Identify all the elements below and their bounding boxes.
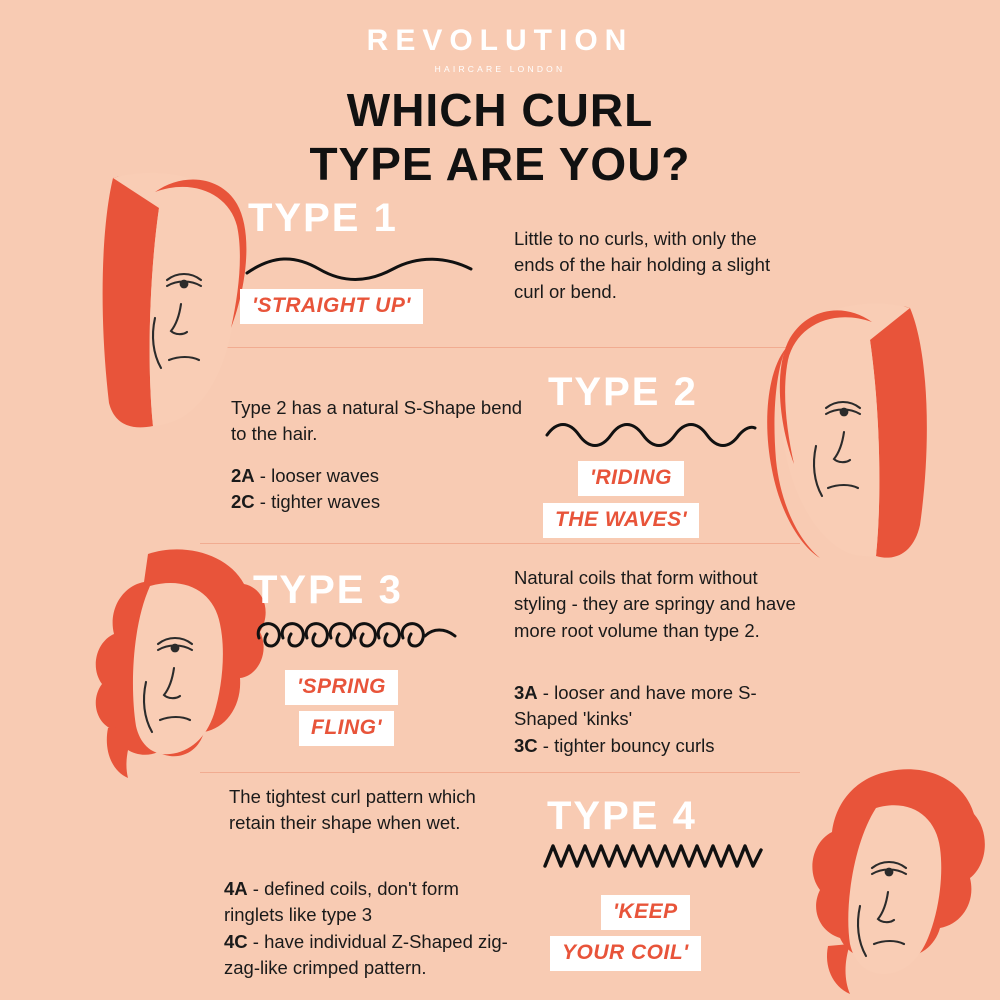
type-2-detail-text: - tighter waves: [254, 491, 381, 513]
brand-header: [0, 26, 1000, 74]
brand-name: REVOLUTION: [366, 24, 634, 57]
type-3-tag-line2: FLING': [299, 711, 394, 746]
type-4-detail-text: - have individual Z-Shaped zig-zag-like crimped pattern.: [224, 930, 508, 978]
type-3-description: Natural coils that form without styling - they are springy and have more root volume than type 2.: [514, 567, 796, 641]
divider: [200, 543, 800, 544]
type-4-tag-line1: 'KEEP: [601, 895, 690, 930]
page-title-line1: WHICH CURL: [346, 84, 654, 136]
woman-wavy-hair-illustration: [760, 300, 935, 570]
divider: [200, 347, 800, 348]
woman-coily-hair-illustration: [800, 768, 990, 1000]
type-4-detail-text: - defined coils, don't form ringlets like type 3: [224, 878, 459, 926]
type-2-detail-code: 2A: [231, 465, 255, 486]
type-1-heading: TYPE 1: [248, 196, 398, 240]
type-4-heading: TYPE 4: [547, 794, 697, 838]
type-2-detail-row: [231, 489, 531, 515]
type-2-detail-row: [231, 463, 531, 489]
type-3-detail-row: [514, 733, 814, 759]
straight-wave-squiggle-icon: [243, 252, 475, 286]
type-4-details: [224, 876, 514, 981]
woman-straight-hair-illustration: [95, 168, 255, 433]
type-3-detail-row: [514, 680, 814, 733]
type-2-description: Type 2 has a natural S-Shape bend to the hair.: [231, 397, 523, 445]
type-4-detail-row: [224, 929, 514, 982]
type-2-tag-line1: 'RIDING: [578, 461, 684, 496]
type-1-description: Little to no curls, with only the ends of the hair holding a slight curl or bend.: [514, 228, 771, 302]
type-2-detail-code: 2C: [231, 491, 255, 513]
type-2-detail-text: - looser waves: [254, 465, 380, 486]
divider: [200, 772, 800, 773]
type-3-heading: TYPE 3: [253, 568, 403, 612]
woman-curly-hair-illustration: [88, 548, 278, 784]
type-4-detail-row: [224, 876, 514, 929]
page-title-line2: TYPE ARE YOU?: [309, 137, 691, 190]
wavy-squiggle-icon: [543, 420, 759, 450]
coil-spring-squiggle-icon: [253, 616, 463, 652]
type-3-details: [514, 680, 814, 759]
type-2-tag-line2: THE WAVES': [543, 503, 699, 538]
brand-subtitle: HAIRCARE LONDON: [434, 64, 566, 74]
type-3-detail-code: 3C: [514, 734, 538, 756]
type-3-detail-text: - tighter bouncy curls: [537, 734, 715, 756]
type-4-detail-code: 4C: [224, 930, 248, 952]
type-4-tag-line2: YOUR COIL': [550, 936, 701, 971]
type-4-description: The tightest curl pattern which retain their shape when wet.: [229, 786, 476, 834]
zigzag-crimp-squiggle-icon: [541, 840, 767, 872]
type-1-tag: 'STRAIGHT UP': [240, 289, 423, 324]
type-3-detail-text: - looser and have more S-Shaped 'kinks': [514, 682, 757, 730]
type-2-details: [231, 463, 531, 516]
type-4-detail-code: 4A: [224, 878, 248, 899]
type-3-detail-code: 3A: [514, 682, 538, 703]
type-3-tag-line1: 'SPRING: [285, 670, 398, 705]
type-2-heading: TYPE 2: [548, 370, 698, 414]
